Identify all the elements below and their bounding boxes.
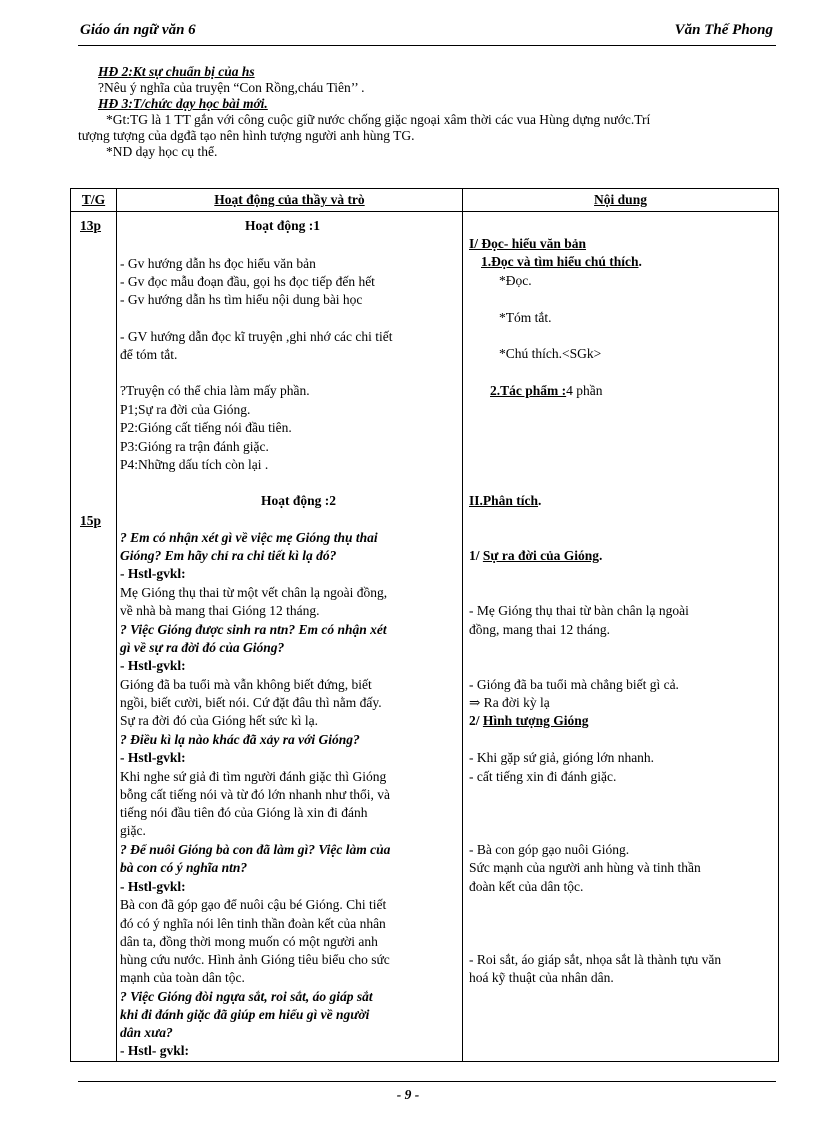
answer-4-line-1: Bà con đã góp gạo để nuôi cậu bé Gióng. Chi tiết	[120, 897, 387, 912]
content-3: ⇒ Ra đời kỳ lạ	[469, 695, 550, 710]
content-7-line-2: đoàn kết của dân tộc.	[469, 879, 584, 894]
answer-3-line-2: bỗng cất tiếng nói và từ đó lớn nhanh như thổi, và	[120, 787, 390, 802]
answer-4-line-4: hùng cứu nước. Hình ảnh Gióng tiêu biểu cho sức	[120, 952, 390, 967]
item-doc: *Đọc.	[499, 273, 532, 288]
gt-line-2: tượng tượng của dgđã tạo nên hình tượng người anh hùng TG.	[78, 128, 415, 143]
question-3: ? Điều kì lạ nào khác đã xảy ra với Gióng?	[120, 732, 360, 747]
header-content: Nội dung	[594, 192, 647, 207]
page-number: - 9 -	[396, 1087, 420, 1102]
answer-3-line-3: tiếng nói đầu tiên đó của Gióng là xin đi đánh	[120, 805, 368, 820]
section-2-2-title: Hình tượng Gióng	[482, 713, 589, 728]
content-1-line-2: đồng, mang thai 12 tháng.	[469, 622, 610, 637]
answer-4-line-3: dân ta, đồng thời mong muốn có một người anh	[120, 934, 378, 949]
content-2: - Gióng đã ba tuổi mà chẳng biết gì cả.	[469, 677, 679, 692]
column-divider-1	[116, 189, 117, 1061]
part-item: P2:Gióng cất tiếng nói đầu tiên.	[120, 420, 292, 435]
answer-1-line-1: Mẹ Gióng thụ thai từ một vết chân lạ ngoài đồng,	[120, 585, 388, 600]
gv-line-1: - GV hướng dẫn đọc kĩ truyện ,ghi nhớ các chi tiết	[120, 329, 393, 344]
section-2-dot: .	[538, 493, 542, 508]
section-2-1-title: Sự ra đời của Gióng	[482, 548, 599, 563]
gt-line-1: *Gt:TG là 1 TT gắn với công cuộc giữ nước chống giặc ngoại xâm thời các vua Hùng dựng nước.Trí	[106, 112, 651, 127]
content-8-line-2: hoá kỹ thuật của nhân dân.	[469, 970, 614, 985]
time-13p: 13p	[80, 218, 102, 233]
question-1-line-1: ? Em có nhận xét gì về việc mẹ Gióng thụ thai	[120, 530, 378, 545]
hd2-title: Hoạt động :2	[261, 493, 337, 508]
section-1-title: I/ Đọc- hiểu văn bản	[469, 236, 587, 251]
footer-divider	[78, 1081, 776, 1082]
content-8-line-1: - Roi sắt, áo giáp sắt, nhọa sắt là thành tựu văn	[469, 952, 722, 967]
header-activity: Hoạt động của thầy và trò	[214, 192, 365, 207]
content-7-line-1: Sức mạnh của người anh hùng và tinh thần	[469, 860, 701, 875]
part-item: P1;Sự ra đời của Gióng.	[120, 402, 251, 417]
answer-1-line-2: về nhà bà mang thai Gióng 12 tháng.	[120, 603, 320, 618]
question-5-line-3: dân xưa?	[120, 1025, 173, 1040]
section-2-title: II.Phân tích	[469, 493, 539, 508]
content-6: - Bà con góp gạo nuôi Gióng.	[469, 842, 630, 857]
content-5: - cất tiếng xin đi đánh giặc.	[469, 769, 617, 784]
answer-2-line-1: Gióng đã ba tuổi mà vẫn không biết đứng, biết	[120, 677, 372, 692]
time-15p: 15p	[80, 513, 102, 528]
header-left-title: Giáo án ngữ văn 6	[80, 22, 196, 38]
hd2-title: HĐ 2:Kt sự chuẩn bị của hs	[98, 64, 255, 79]
hd1-title: Hoạt động :1	[245, 218, 321, 233]
intro-block	[78, 64, 774, 160]
section-1-1-dot: .	[638, 254, 642, 269]
item-tomtat: *Tóm tắt.	[499, 310, 552, 325]
parts-question: ?Truyện có thể chia làm mấy phần.	[120, 383, 310, 398]
column-divider-2	[462, 189, 463, 1061]
section-2-1-num: 1/	[469, 548, 483, 563]
hstl-label: - Hstl-gvkl:	[120, 658, 186, 673]
hd3-title: HĐ 3:T/chức dạy học bài mới.	[98, 96, 268, 111]
answer-2-line-2: ngồi, biết cười, biết nói. Cứ đặt đâu thì nằm đấy.	[120, 695, 382, 710]
header-row-divider	[71, 211, 778, 212]
answer-4-line-2: đó có ý nghĩa nói lên tinh thần đoàn kết của nhân	[120, 916, 386, 931]
section-2-1-dot: .	[599, 548, 603, 563]
question-4-line-2: bà con có ý nghĩa ntn?	[120, 860, 248, 875]
answer-4-line-5: mạnh của toàn dân tộc.	[120, 970, 245, 985]
part-item: P3:Gióng ra trận đánh giặc.	[120, 439, 269, 454]
part-item: P4:Những dấu tích còn lại .	[120, 457, 269, 472]
header-time: T/G	[81, 192, 106, 207]
hd1-line: - Gv đọc mẫu đoạn đầu, gọi hs đọc tiếp đến hết	[120, 274, 375, 289]
header-author: Văn Thế Phong	[674, 22, 773, 38]
tacpham-value: 4 phần	[566, 383, 603, 398]
hd2-question: ?Nêu ý nghĩa của truyện “Con Rồng,cháu Tiên’’ .	[98, 80, 365, 95]
content-4: - Khi gặp sứ giả, gióng lớn nhanh.	[469, 750, 655, 765]
tacpham-label: 2.Tác phẩm :	[490, 383, 567, 398]
nd-line: *ND dạy học cụ thể.	[106, 144, 218, 159]
question-5-line-1: ? Việc Gióng đòi ngựa sắt, roi sắt, áo giáp sắt	[120, 989, 373, 1004]
question-2-line-2: gì về sự ra đời đó của Gióng?	[120, 640, 285, 655]
hstl-label-last: - Hstl- gvkl:	[120, 1043, 189, 1058]
hd1-line: - Gv hướng dẫn hs tìm hiểu nội dung bài học	[120, 292, 363, 307]
content-1-line-1: - Mẹ Gióng thụ thai từ bàn chân lạ ngoài	[469, 603, 689, 618]
hstl-label: - Hstl-gvkl:	[120, 566, 186, 581]
question-2-line-1: ? Việc Gióng được sinh ra ntn? Em có nhận xét	[120, 622, 387, 637]
answer-3-line-1: Khi nghe sứ giả đi tìm người đánh giặc thì Gióng	[120, 769, 387, 784]
question-5-line-2: khi đi đánh giặc đã giúp em hiểu gì về người	[120, 1007, 370, 1022]
gv-line-2: để tóm tắt.	[120, 347, 178, 362]
hstl-label: - Hstl-gvkl:	[120, 879, 186, 894]
section-1-1-title: 1.Đọc và tìm hiểu chú thích	[481, 254, 639, 269]
item-chuthich: *Chú thích.<SGk>	[499, 346, 602, 361]
answer-3-line-4: giặc.	[120, 823, 146, 838]
section-2-2-num: 2/	[469, 713, 483, 728]
hd1-line: - Gv hướng dẫn hs đọc hiểu văn bản	[120, 256, 316, 271]
hstl-label: - Hstl-gvkl:	[120, 750, 186, 765]
question-4-line-1: ? Để nuôi Gióng bà con đã làm gì? Việc làm của	[120, 842, 391, 857]
answer-2-line-3: Sự ra đời đó của Gióng hết sức kì lạ.	[120, 713, 318, 728]
question-1-line-2: Gióng? Em hãy chỉ ra chi tiết kì lạ đó?	[120, 548, 337, 563]
header-divider	[78, 45, 776, 46]
lesson-table	[70, 188, 779, 1062]
